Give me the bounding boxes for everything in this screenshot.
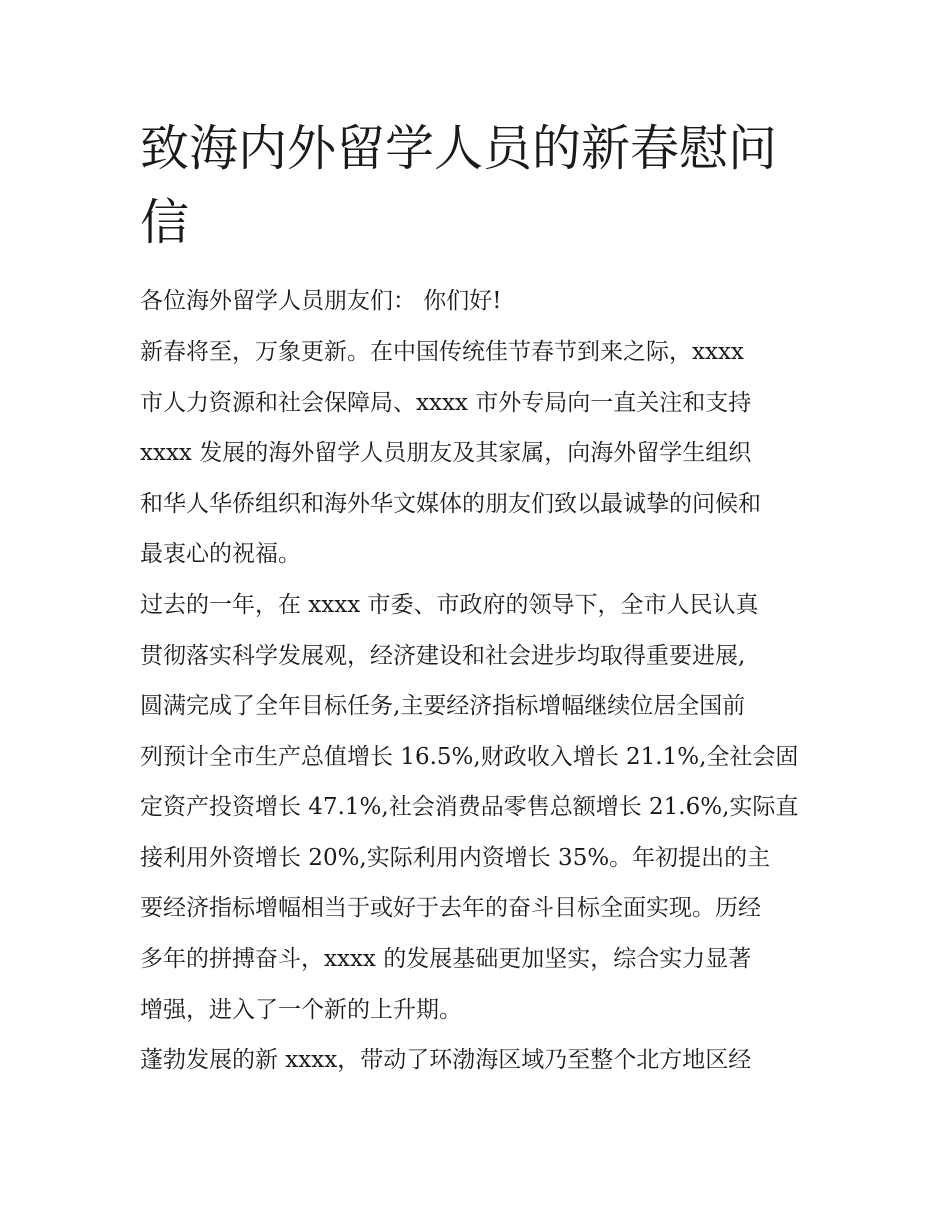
body-line: 贯彻落实科学发展观，经济建设和社会进步均取得重要进展,: [140, 643, 746, 669]
body-line: 新春将至，万象更新。在中国传统佳节春节到来之际，xxxx: [140, 339, 744, 365]
body-line: 要经济指标增幅相当于或好于去年的奋斗目标全面实现。历经: [140, 895, 761, 921]
body-line: 市人力资源和社会保障局、xxxx 市外专局向一直关注和支持: [140, 390, 752, 416]
greeting-line: 各位海外留学人员朋友们： 你们好!: [140, 288, 502, 314]
body-line: 最衷心的祝福。: [140, 541, 301, 567]
body-line: 接利用外资增长 20%,实际利用内资增长 35%。年初提出的主: [140, 845, 771, 871]
body-line: 列预计全市生产总值增长 16.5%,财政收入增长 21.1%,全社会固: [140, 744, 799, 770]
body-line: xxxx 发展的海外留学人员朋友及其家属，向海外留学生组织: [140, 440, 752, 466]
body-line: 过去的一年，在 xxxx 市委、市政府的领导下，全市人民认真: [140, 592, 759, 618]
body-line: 圆满完成了全年目标任务,主要经济指标增幅继续位居全国前: [140, 693, 746, 719]
body-line: 和华人华侨组织和海外华文媒体的朋友们致以最诚挚的问候和: [140, 491, 761, 517]
body-line: 蓬勃发展的新 xxxx，带动了环渤海区域乃至整个北方地区经: [140, 1047, 752, 1073]
body-line: 定资产投资增长 47.1%,社会消费品零售总额增长 21.6%,实际直: [140, 794, 799, 820]
body-line: 多年的拼搏奋斗，xxxx 的发展基础更加坚实，综合实力显著: [140, 946, 752, 972]
document-title: 致海内外留学人员的新春慰问信: [140, 120, 778, 251]
body-line: 增强，进入了一个新的上升期。: [140, 997, 462, 1023]
